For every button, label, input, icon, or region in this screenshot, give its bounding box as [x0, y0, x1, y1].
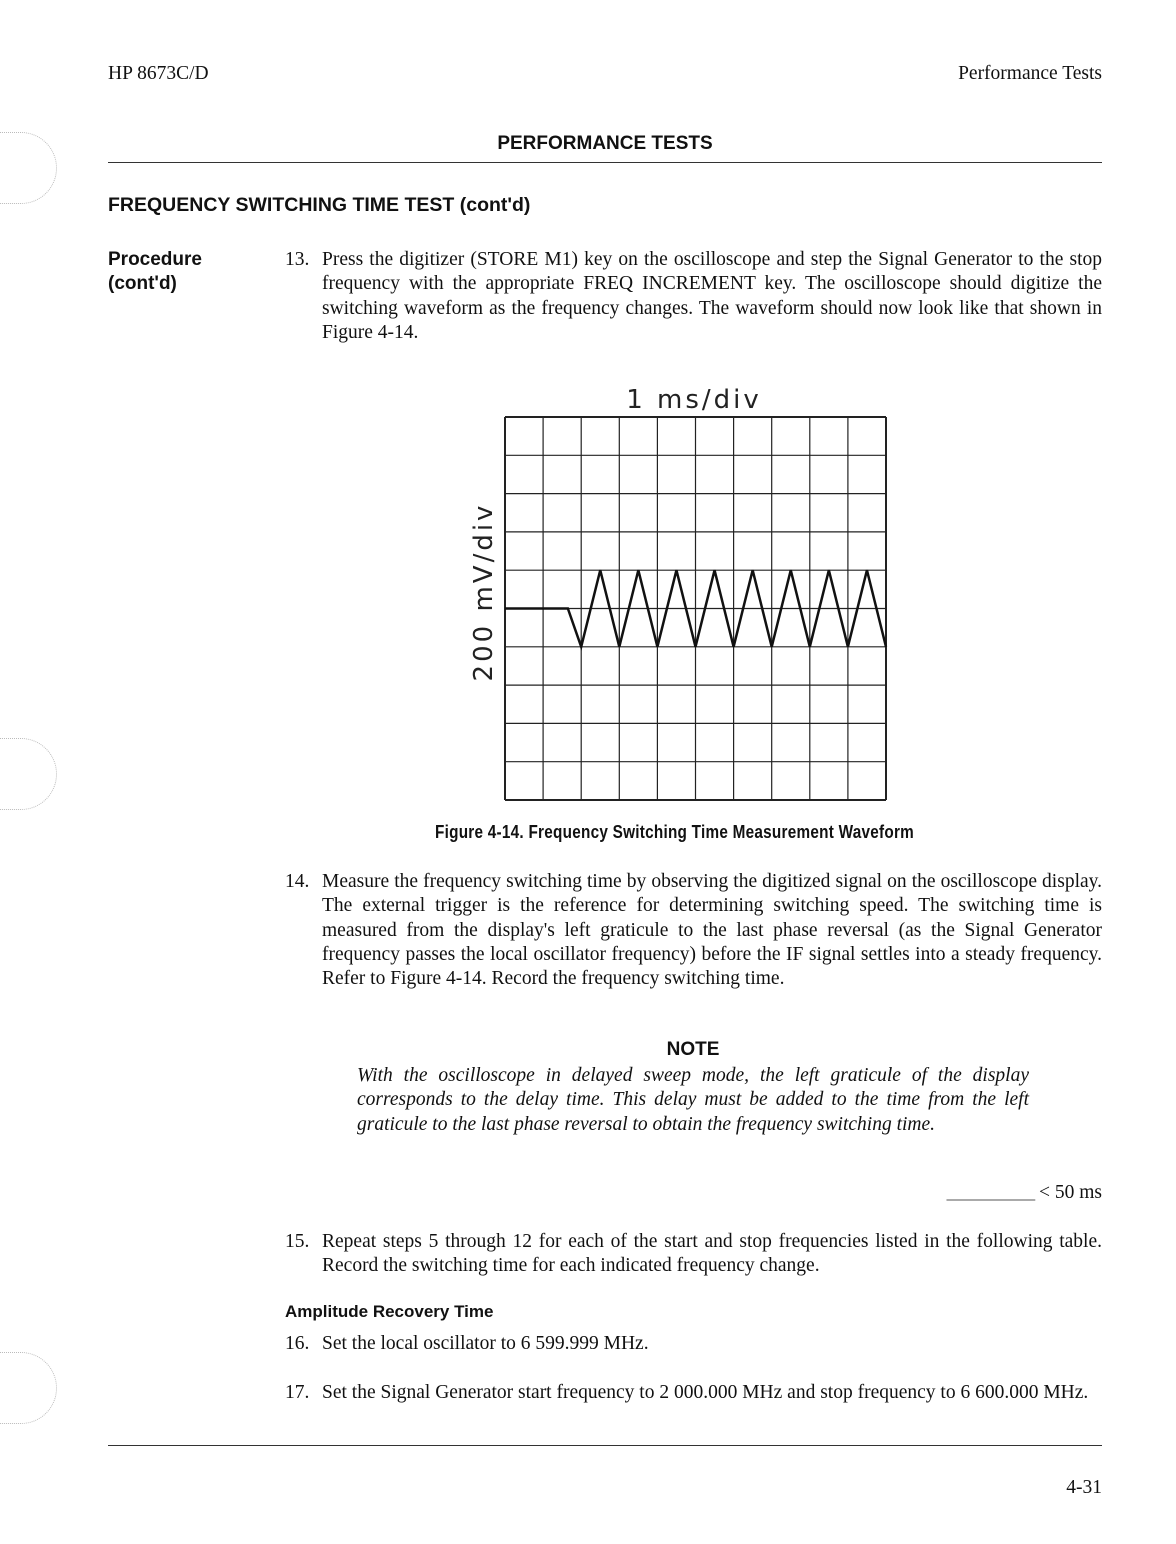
side-heading-line1: Procedure — [108, 249, 202, 270]
step-text: Measure the frequency switching time by observing the digitized signal on the oscilloscope display. The external trigger is the reference for determining switching speed. The switching time is measured from the display's left graticule to the last phase reversal (as the Signal Generator frequency passes the local oscillator frequency) before the IF signal settles into a steady frequency. Refer to Figure 4-14. Record the frequency switching time. — [322, 871, 1102, 990]
step-15 — [285, 1230, 1102, 1279]
section-title: PERFORMANCE TESTS — [497, 133, 713, 154]
step-17 — [285, 1381, 1102, 1405]
step-text: Press the digitizer (STORE M1) key on the oscilloscope and step the Signal Generator to the stop frequency with the appropriate FREQ INCREMENT key. The oscilloscope should digitize the switching waveform as the frequency changes. The waveform should now look like that shown in Figure 4-14. — [322, 249, 1102, 343]
test-heading: FREQUENCY SWITCHING TIME TEST (cont'd) — [108, 194, 531, 216]
step-14 — [285, 870, 1102, 991]
step-text: Set the Signal Generator start frequency to 2 000.000 MHz and stop frequency to 6 600.000 MHz. — [322, 1382, 1089, 1403]
record-line — [947, 1181, 1102, 1205]
note-text: With the oscilloscope in delayed sweep mode, the left graticule of the display corresponds to the delay time. This delay must be added to the time from the left graticule to the last phase reversal to obtain the frequency switching time. — [357, 1065, 1029, 1135]
oscilloscope-figure — [440, 380, 900, 810]
divider — [108, 162, 1102, 163]
record-limit: < 50 ms — [1038, 1182, 1102, 1203]
note-title: NOTE — [666, 1039, 720, 1060]
subheading: Amplitude Recovery Time — [285, 1302, 494, 1321]
step-number: 15. — [285, 1231, 310, 1252]
punch-hole — [0, 1352, 57, 1424]
y-axis-label: 200 mV/div — [469, 502, 499, 682]
header-right: Performance Tests — [958, 63, 1102, 84]
x-axis-label: 1 ms/div — [626, 385, 762, 415]
step-number: 16. — [285, 1333, 310, 1354]
record-blank: __________ — [946, 1182, 1035, 1203]
figure-caption: Figure 4-14. Frequency Switching Time Measurement Waveform — [435, 822, 915, 842]
step-number: 14. — [285, 871, 310, 892]
punch-hole — [0, 132, 57, 204]
header-left: HP 8673C/D — [108, 63, 209, 84]
side-heading-line2: (cont'd) — [108, 273, 177, 294]
step-13 — [285, 248, 1102, 345]
side-heading — [108, 248, 202, 296]
step-text: Set the local oscillator to 6 599.999 MHz. — [322, 1333, 649, 1354]
step-16 — [285, 1332, 1102, 1356]
punch-hole — [0, 738, 57, 810]
step-number: 13. — [285, 249, 310, 270]
page-number: 4-31 — [1066, 1477, 1102, 1498]
step-text: Repeat steps 5 through 12 for each of the start and stop frequencies listed in the following table. Record the switching time for each indicated frequency change. — [322, 1231, 1102, 1277]
step-number: 17. — [285, 1382, 310, 1403]
footer-divider — [108, 1445, 1102, 1446]
